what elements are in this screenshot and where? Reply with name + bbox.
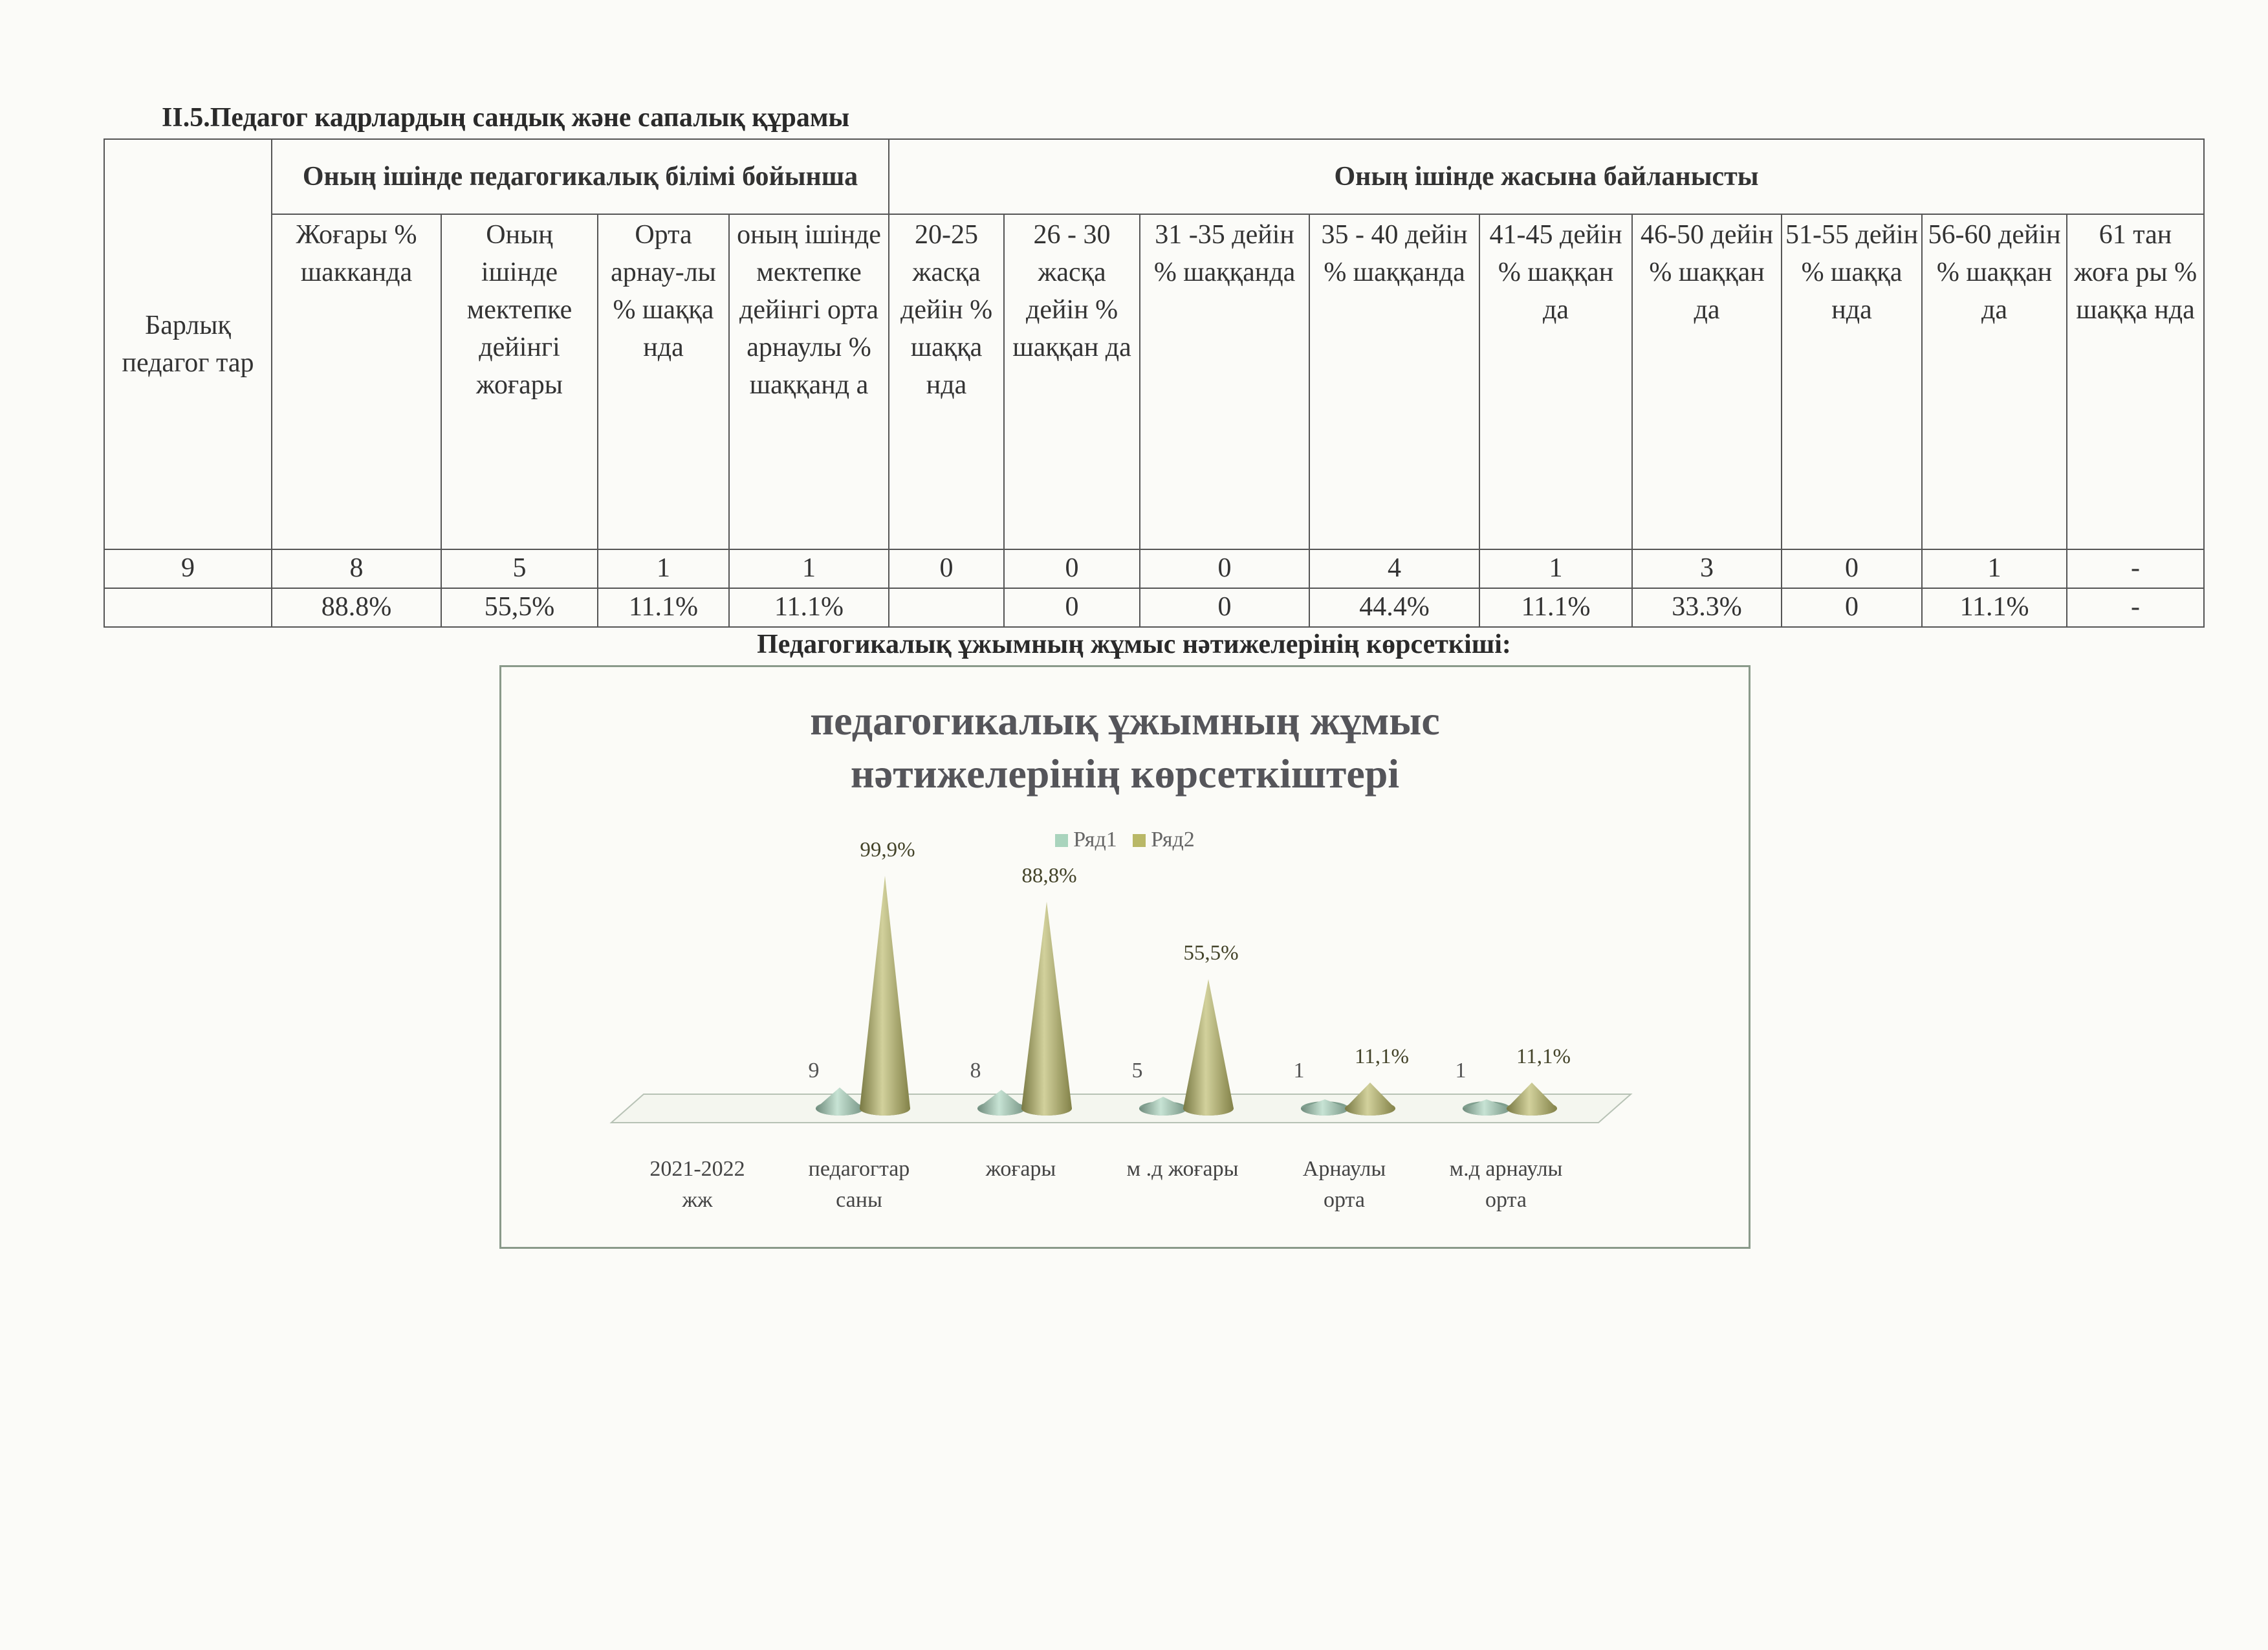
education-header: оның ішінде мектепке дейінгі орта арнаулы % шаққанд а bbox=[729, 214, 889, 549]
data-label: 5 bbox=[1131, 1059, 1143, 1083]
table-cell: 55,5% bbox=[441, 588, 598, 627]
chart-title-line: педагогикалық ұжымның жұмыс bbox=[810, 698, 1440, 743]
table-cell: 33.3% bbox=[1632, 588, 1782, 627]
legend-label: Ряд1 bbox=[1073, 828, 1117, 852]
category-label: орта bbox=[1485, 1188, 1527, 1212]
table-cell: 11.1% bbox=[1479, 588, 1632, 627]
table-row bbox=[104, 549, 2204, 588]
table-cell: 44.4% bbox=[1309, 588, 1479, 627]
table-cell: 1 bbox=[598, 549, 729, 588]
table-cell: - bbox=[2067, 588, 2204, 627]
age-header: 56-60 дейін % шаққан да bbox=[1922, 214, 2067, 549]
cone-bar bbox=[860, 875, 910, 1116]
table-cell: 9 bbox=[104, 549, 272, 588]
data-label: 55,5% bbox=[1183, 941, 1239, 965]
section-title: II.5.Педагог кадрлардың сандық және сапалық құрамы bbox=[162, 103, 850, 133]
table-cell: 3 bbox=[1632, 549, 1782, 588]
age-header: 20-25 жасқа дейін % шаққа нда bbox=[889, 214, 1004, 549]
data-label: 1 bbox=[1293, 1059, 1305, 1083]
cone-bar bbox=[1183, 979, 1234, 1116]
chart-title-line: нәтижелерінің көрсеткіштері bbox=[850, 751, 1400, 797]
data-label: 88,8% bbox=[1021, 864, 1077, 888]
table-cell bbox=[104, 588, 272, 627]
cone-chart-plot bbox=[501, 667, 1749, 1247]
table-cell: 4 bbox=[1309, 549, 1479, 588]
table-cell: 8 bbox=[272, 549, 441, 588]
age-header: 35 - 40 дейін % шаққанда bbox=[1309, 214, 1479, 549]
category-label: м .д жоғары bbox=[1126, 1157, 1239, 1181]
category-label: м.д арнаулы bbox=[1449, 1157, 1563, 1181]
data-label: 11,1% bbox=[1354, 1045, 1410, 1069]
data-label: 99,9% bbox=[860, 838, 915, 862]
age-header: 41-45 дейін % шаққан да bbox=[1479, 214, 1632, 549]
age-header: 26 - 30 жасқа дейін % шаққан да bbox=[1004, 214, 1140, 549]
table-cell: 0 bbox=[1004, 549, 1140, 588]
education-header: Орта арнау-лы % шаққа нда bbox=[598, 214, 729, 549]
table-cell: 0 bbox=[1140, 549, 1309, 588]
category-label: педагогтар bbox=[808, 1157, 910, 1181]
table-row bbox=[104, 588, 2204, 627]
age-header: 31 -35 дейін % шаққанда bbox=[1140, 214, 1309, 549]
age-header: 51-55 дейін % шаққа нда bbox=[1782, 214, 1922, 549]
table-cell: 5 bbox=[441, 549, 598, 588]
age-header: 61 тан жоға ры % шаққа нда bbox=[2067, 214, 2204, 549]
education-header: Оның ішінде мектепке дейінгі жоғары bbox=[441, 214, 598, 549]
category-label: 2021-2022 bbox=[649, 1157, 745, 1181]
table-cell: 11.1% bbox=[598, 588, 729, 627]
data-label: 11,1% bbox=[1516, 1045, 1571, 1069]
age-group-header: Оның ішінде жасына байланысты bbox=[889, 139, 2204, 214]
chart-frame bbox=[499, 665, 1750, 1249]
table-cell: 0 bbox=[1004, 588, 1140, 627]
table-cell: 0 bbox=[889, 549, 1004, 588]
table-cell: 88.8% bbox=[272, 588, 441, 627]
table-cell: 11.1% bbox=[1922, 588, 2067, 627]
age-header: 46-50 дейін % шаққан да bbox=[1632, 214, 1782, 549]
table-cell: 11.1% bbox=[729, 588, 889, 627]
table-cell: - bbox=[2067, 549, 2204, 588]
category-label: саны bbox=[836, 1188, 882, 1212]
category-label: жж bbox=[682, 1188, 713, 1212]
education-header: Жоғары % шакканда bbox=[272, 214, 441, 549]
data-label: 8 bbox=[970, 1059, 981, 1083]
table-cell: 1 bbox=[1479, 549, 1632, 588]
table-cell: 1 bbox=[1922, 549, 2067, 588]
chart-caption: Педагогикалық ұжымның жұмыс нәтижелерінің көрсеткіші: bbox=[757, 630, 1511, 659]
table-cell bbox=[889, 588, 1004, 627]
data-label: 9 bbox=[808, 1059, 820, 1083]
education-group-header: Оның ішінде педагогикалық білімі бойынша bbox=[272, 139, 889, 214]
table-cell: 0 bbox=[1782, 549, 1922, 588]
data-label: 1 bbox=[1455, 1059, 1467, 1083]
total-teachers-header: Барлық педагог тар bbox=[104, 139, 272, 549]
teacher-staff-table bbox=[104, 138, 2205, 628]
category-label: Арнаулы bbox=[1302, 1157, 1386, 1181]
category-label: жоғары bbox=[985, 1157, 1056, 1181]
cone-bar bbox=[1021, 901, 1072, 1116]
legend-label: Ряд2 bbox=[1151, 828, 1195, 852]
table-cell: 0 bbox=[1782, 588, 1922, 627]
table-cell: 1 bbox=[729, 549, 889, 588]
category-label: орта bbox=[1324, 1188, 1365, 1212]
table-cell: 0 bbox=[1140, 588, 1309, 627]
